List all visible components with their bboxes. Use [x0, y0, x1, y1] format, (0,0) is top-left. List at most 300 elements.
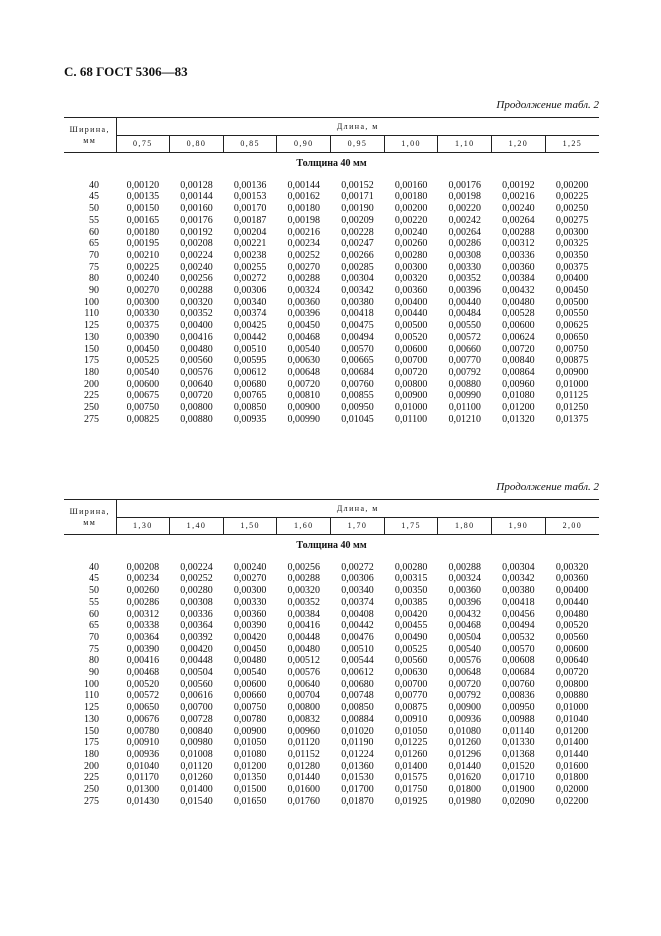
volume-cell: 0,00560 — [180, 678, 213, 690]
volume-cell: 0,01300 — [126, 784, 160, 796]
volume-cell: 0,00396 — [287, 308, 321, 320]
volume-cell: 0,01330 — [502, 737, 535, 749]
volume-cell: 0,00480 — [502, 296, 535, 308]
volume-cell: 0,00364 — [126, 631, 160, 643]
table-row — [64, 402, 599, 414]
volume-cell: 0,00640 — [180, 378, 213, 390]
volume-cell: 0,01520 — [502, 760, 535, 772]
volume-cell: 0,00480 — [233, 655, 267, 667]
volume-cell: 0,00338 — [126, 620, 160, 632]
volume-cell: 0,00525 — [394, 643, 428, 655]
volume-cell: 0,00418 — [341, 308, 374, 320]
volume-cell: 0,01125 — [556, 390, 589, 402]
volume-cell: 0,00224 — [180, 249, 213, 261]
width-cell: 225 — [84, 772, 99, 784]
volume-cell: 0,01440 — [448, 760, 482, 772]
volume-cell: 0,00270 — [126, 285, 160, 297]
volume-cell: 0,00208 — [180, 238, 213, 250]
volume-cell: 0,00238 — [233, 249, 267, 261]
volume-cell: 0,00640 — [287, 678, 321, 690]
volume-cell: 0,00484 — [448, 308, 482, 320]
volume-cell: 0,00825 — [126, 413, 160, 425]
volume-cell: 0,00396 — [448, 285, 482, 297]
table-row — [64, 655, 599, 667]
volume-cell: 0,00216 — [287, 226, 321, 238]
volume-cell: 0,00540 — [233, 667, 267, 679]
volume-cell: 0,00256 — [180, 273, 213, 285]
width-cell: 45 — [89, 573, 99, 585]
table-row — [64, 355, 599, 367]
volume-cell: 0,01400 — [555, 737, 589, 749]
volume-cell: 0,00720 — [394, 366, 428, 378]
table-row — [64, 644, 599, 656]
length-value: 1,70 — [331, 517, 385, 535]
thickness-label: Толщина 40 мм — [296, 158, 367, 169]
volume-cell: 0,00320 — [287, 585, 321, 597]
length-value: 1,75 — [384, 517, 438, 535]
volume-cell: 0,00608 — [502, 655, 535, 667]
table-row — [64, 262, 599, 274]
volume-cell: 0,00264 — [502, 214, 535, 226]
volume-cell: 0,01800 — [448, 784, 482, 796]
volume-cell: 0,00525 — [126, 355, 160, 367]
volume-cell: 0,00420 — [233, 631, 267, 643]
volume-cell: 0,00392 — [180, 631, 213, 643]
volume-cell: 0,00440 — [555, 596, 589, 608]
volume-cell: 0,00308 — [448, 249, 482, 261]
width-header — [64, 500, 116, 535]
volume-cell: 0,00352 — [287, 596, 321, 608]
table-row — [64, 772, 599, 784]
volume-cell: 0,01600 — [555, 760, 589, 772]
volume-cell: 0,00520 — [126, 678, 160, 690]
volume-cell: 0,00350 — [394, 585, 428, 597]
volume-cell: 0,00648 — [448, 667, 482, 679]
table-row — [64, 332, 599, 344]
volume-cell: 0,00468 — [448, 620, 482, 632]
width-cell: 130 — [84, 331, 99, 343]
volume-cell: 0,00494 — [341, 331, 374, 343]
volume-cell: 0,00480 — [555, 608, 589, 620]
volume-cell: 0,00910 — [394, 713, 428, 725]
width-cell: 110 — [84, 308, 99, 320]
volume-cell: 0,00576 — [448, 655, 482, 667]
table-row — [64, 390, 599, 402]
volume-cell: 0,00480 — [287, 643, 321, 655]
volume-cell: 0,00324 — [448, 573, 482, 585]
table-row — [64, 585, 599, 597]
volume-cell: 0,00600 — [555, 643, 589, 655]
volume-cell: 0,00612 — [341, 667, 374, 679]
volume-cell: 0,00209 — [341, 214, 374, 226]
length-value: 1,30 — [116, 517, 170, 535]
width-cell: 50 — [89, 203, 99, 215]
volume-cell: 0,00400 — [555, 585, 589, 597]
volume-cell: 0,01225 — [394, 737, 428, 749]
volume-cell: 0,00270 — [287, 261, 321, 273]
volume-cell: 0,00455 — [394, 620, 428, 632]
volume-cell: 0,00676 — [126, 713, 160, 725]
volume-cell: 0,01260 — [394, 748, 428, 760]
volume-cell: 0,01760 — [287, 795, 321, 807]
volume-cell: 0,00800 — [394, 378, 428, 390]
volume-cell: 0,00320 — [555, 561, 589, 573]
volume-cell: 0,00260 — [394, 238, 428, 250]
volume-cell: 0,01008 — [180, 748, 213, 760]
volume-cell: 0,00306 — [341, 573, 374, 585]
volume-cell: 0,00624 — [502, 331, 535, 343]
volume-cell: 0,01000 — [394, 402, 428, 414]
volume-cell: 0,00700 — [180, 702, 213, 714]
width-cell: 40 — [89, 179, 99, 191]
volume-cell: 0,00285 — [341, 261, 374, 273]
volume-cell: 0,00252 — [180, 573, 213, 585]
volume-cell: 0,00528 — [502, 308, 535, 320]
table-row — [64, 796, 599, 808]
volume-cell: 0,00240 — [180, 261, 213, 273]
table-row — [64, 379, 599, 391]
volume-cell: 0,01000 — [555, 378, 589, 390]
volume-cell: 0,00900 — [287, 402, 321, 414]
volume-cell: 0,00980 — [180, 737, 213, 749]
volume-cell: 0,00650 — [126, 702, 160, 714]
volume-cell: 0,00450 — [287, 320, 321, 332]
volume-cell: 0,00385 — [394, 596, 428, 608]
volume-cell: 0,01200 — [233, 760, 267, 772]
volume-cell: 0,00416 — [126, 655, 160, 667]
volume-cell: 0,00475 — [341, 320, 374, 332]
volume-cell: 0,00630 — [287, 355, 321, 367]
volume-cell: 0,00364 — [180, 620, 213, 632]
volume-cell: 0,01260 — [448, 737, 482, 749]
volume-cell: 0,01020 — [341, 725, 374, 737]
volume-cell: 0,00420 — [394, 608, 428, 620]
volume-cell: 0,00400 — [555, 273, 589, 285]
volume-cell: 0,00228 — [341, 226, 374, 238]
volume-cell: 0,00512 — [287, 655, 321, 667]
volume-cell: 0,00765 — [233, 390, 267, 402]
volume-cell: 0,00720 — [180, 390, 213, 402]
table-row — [64, 562, 599, 574]
volume-cell: 0,00325 — [555, 238, 589, 250]
volume-cell: 0,00280 — [394, 249, 428, 261]
volume-cell: 0,00504 — [180, 667, 213, 679]
width-header-label: Ширина, — [69, 125, 110, 134]
volume-cell: 0,00432 — [502, 285, 535, 297]
table-row — [64, 215, 599, 227]
volume-cell: 0,00220 — [448, 203, 482, 215]
volume-cell: 0,01500 — [233, 784, 267, 796]
table-row — [64, 714, 599, 726]
volume-cell: 0,01190 — [341, 737, 374, 749]
width-cell: 175 — [84, 737, 99, 749]
volume-cell: 0,00500 — [555, 296, 589, 308]
volume-cell: 0,00572 — [126, 690, 160, 702]
volume-cell: 0,00960 — [502, 378, 535, 390]
width-cell: 45 — [89, 191, 99, 203]
table-row — [64, 761, 599, 773]
length-header: Длина, м — [116, 500, 599, 518]
volume-cell: 0,00900 — [448, 702, 482, 714]
volume-cell: 0,00136 — [233, 179, 267, 191]
volume-cell: 0,00910 — [126, 737, 160, 749]
volume-cell: 0,00352 — [448, 273, 482, 285]
volume-cell: 0,00160 — [180, 203, 213, 215]
table-row — [64, 308, 599, 320]
length-value: 0,80 — [170, 135, 224, 153]
width-cell: 75 — [89, 261, 99, 273]
volume-cell: 0,00442 — [233, 331, 267, 343]
volume-cell: 0,00600 — [394, 343, 428, 355]
volume-cell: 0,01600 — [287, 784, 321, 796]
volume-cell: 0,00650 — [555, 331, 589, 343]
volume-cell: 0,00360 — [502, 261, 535, 273]
volume-cell: 0,00304 — [502, 561, 535, 573]
volume-cell: 0,00780 — [233, 713, 267, 725]
volume-cell: 0,01750 — [394, 784, 428, 796]
width-cell: 150 — [84, 343, 99, 355]
width-cell: 55 — [89, 214, 99, 226]
volume-cell: 0,00240 — [126, 273, 160, 285]
volume-cell: 0,00198 — [287, 214, 321, 226]
volume-cell: 0,00900 — [394, 390, 428, 402]
length-value: 1,50 — [223, 517, 277, 535]
volume-cell: 0,02000 — [555, 784, 589, 796]
volume-cell: 0,00240 — [502, 203, 535, 215]
volume-cell: 0,00152 — [341, 179, 374, 191]
volume-cell: 0,00416 — [287, 620, 321, 632]
volume-cell: 0,01080 — [502, 390, 535, 402]
volume-cell: 0,00390 — [126, 643, 160, 655]
table-row — [64, 191, 599, 203]
volume-cell: 0,00800 — [287, 702, 321, 714]
volume-cell: 0,00288 — [502, 226, 535, 238]
table-row — [64, 344, 599, 356]
table-row — [64, 690, 599, 702]
volume-cell: 0,00225 — [555, 191, 589, 203]
volume-cell: 0,01296 — [448, 748, 482, 760]
table-row — [64, 667, 599, 679]
table-row — [64, 620, 599, 632]
volume-cell: 0,00720 — [448, 678, 482, 690]
width-cell: 60 — [89, 608, 99, 620]
volume-cell: 0,00200 — [555, 179, 589, 191]
volume-cell: 0,00750 — [555, 343, 589, 355]
volume-cell: 0,00660 — [233, 690, 267, 702]
table-row — [64, 238, 599, 250]
volume-cell: 0,00728 — [180, 713, 213, 725]
length-value: 1,40 — [170, 517, 224, 535]
volume-cell: 0,00576 — [180, 366, 213, 378]
table-row — [64, 414, 599, 426]
volume-cell: 0,00187 — [233, 214, 267, 226]
volume-cell: 0,00494 — [502, 620, 535, 632]
volume-cell: 0,00210 — [126, 249, 160, 261]
volume-cell: 0,01430 — [126, 795, 160, 807]
width-cell: 70 — [89, 631, 99, 643]
volume-cell: 0,00500 — [394, 320, 428, 332]
volume-cell: 0,00220 — [394, 214, 428, 226]
volume-cell: 0,00170 — [233, 203, 267, 215]
volume-cell: 0,00850 — [233, 402, 267, 414]
length-value: 1,90 — [492, 517, 546, 535]
volume-cell: 0,00250 — [555, 203, 589, 215]
table-row — [64, 679, 599, 691]
volume-cell: 0,01650 — [233, 795, 267, 807]
volume-cell: 0,01260 — [180, 772, 213, 784]
volume-cell: 0,00792 — [448, 690, 482, 702]
volume-cell: 0,00320 — [394, 273, 428, 285]
volume-table — [64, 499, 599, 807]
volume-cell: 0,00165 — [126, 214, 160, 226]
volume-cell: 0,00570 — [502, 643, 535, 655]
volume-cell: 0,00180 — [287, 203, 321, 215]
volume-cell: 0,00160 — [394, 179, 428, 191]
volume-cell: 0,00128 — [180, 179, 213, 191]
volume-cell: 0,00750 — [126, 402, 160, 414]
volume-cell: 0,00198 — [448, 191, 482, 203]
volume-cell: 0,00240 — [233, 561, 267, 573]
width-cell: 275 — [84, 795, 99, 807]
volume-cell: 0,00242 — [448, 214, 482, 226]
width-cell: 125 — [84, 320, 99, 332]
volume-cell: 0,00360 — [394, 285, 428, 297]
volume-cell: 0,00176 — [180, 214, 213, 226]
table-row — [64, 784, 599, 796]
table-row — [64, 250, 599, 262]
volume-cell: 0,00504 — [448, 631, 482, 643]
volume-cell: 0,00936 — [126, 748, 160, 760]
volume-cell: 0,00300 — [126, 296, 160, 308]
volume-cell: 0,01530 — [341, 772, 374, 784]
volume-cell: 0,01080 — [233, 748, 267, 760]
volume-cell: 0,00448 — [180, 655, 213, 667]
volume-cell: 0,02200 — [555, 795, 589, 807]
volume-cell: 0,01040 — [555, 713, 589, 725]
table-row — [64, 726, 599, 738]
width-cell: 80 — [89, 273, 99, 285]
volume-cell: 0,00144 — [287, 179, 321, 191]
volume-cell: 0,00450 — [126, 343, 160, 355]
width-cell: 180 — [84, 748, 99, 760]
volume-cell: 0,00855 — [341, 390, 374, 402]
volume-cell: 0,00510 — [341, 643, 374, 655]
volume-cell: 0,00660 — [448, 343, 482, 355]
volume-cell: 0,00352 — [180, 308, 213, 320]
length-value: 1,60 — [277, 517, 331, 535]
volume-cell: 0,01400 — [394, 760, 428, 772]
volume-cell: 0,00312 — [126, 608, 160, 620]
volume-cell: 0,00960 — [287, 725, 321, 737]
volume-cell: 0,00900 — [555, 366, 589, 378]
volume-cell: 0,00200 — [394, 203, 428, 215]
width-cell: 65 — [89, 620, 99, 632]
volume-cell: 0,00342 — [502, 573, 535, 585]
volume-cell: 0,01170 — [126, 772, 159, 784]
volume-cell: 0,00288 — [287, 573, 321, 585]
volume-cell: 0,00850 — [341, 702, 374, 714]
width-cell: 90 — [89, 285, 99, 297]
volume-cell: 0,01250 — [555, 402, 589, 414]
volume-cell: 0,01280 — [287, 760, 321, 772]
volume-cell: 0,00420 — [180, 643, 213, 655]
volume-cell: 0,00544 — [341, 655, 374, 667]
width-cell: 100 — [84, 296, 99, 308]
volume-cell: 0,00810 — [287, 390, 321, 402]
volume-cell: 0,01400 — [180, 784, 213, 796]
volume-cell: 0,00425 — [233, 320, 267, 332]
volume-cell: 0,01320 — [502, 413, 535, 425]
length-value: 1,10 — [438, 135, 492, 153]
table-row — [64, 737, 599, 749]
volume-cell: 0,00480 — [180, 343, 213, 355]
volume-cell: 0,02090 — [502, 795, 535, 807]
width-cell: 100 — [84, 678, 99, 690]
volume-cell: 0,01710 — [502, 772, 535, 784]
volume-cell: 0,00190 — [341, 203, 374, 215]
volume-cell: 0,00630 — [394, 667, 428, 679]
volume-cell: 0,00760 — [502, 678, 535, 690]
volume-cell: 0,00255 — [233, 261, 267, 273]
width-header-label: Ширина, — [69, 507, 110, 516]
volume-table — [64, 117, 599, 425]
volume-cell: 0,00648 — [287, 366, 321, 378]
volume-cell: 0,00360 — [287, 296, 321, 308]
width-cell: 90 — [89, 667, 99, 679]
table-row — [64, 297, 599, 309]
width-cell: 110 — [84, 690, 99, 702]
volume-cell: 0,00176 — [448, 179, 482, 191]
volume-cell: 0,00360 — [233, 608, 267, 620]
volume-cell: 0,00225 — [126, 261, 160, 273]
volume-cell: 0,00616 — [180, 690, 213, 702]
volume-cell: 0,01540 — [180, 795, 213, 807]
volume-cell: 0,00432 — [448, 608, 482, 620]
volume-cell: 0,00416 — [180, 331, 213, 343]
volume-cell: 0,00162 — [287, 191, 321, 203]
volume-cell: 0,00380 — [502, 585, 535, 597]
volume-cell: 0,01360 — [341, 760, 374, 772]
volume-cell: 0,01080 — [448, 725, 482, 737]
width-cell: 40 — [89, 561, 99, 573]
volume-cell: 0,00684 — [502, 667, 535, 679]
volume-cell: 0,00595 — [233, 355, 267, 367]
volume-cell: 0,00195 — [126, 238, 160, 250]
volume-cell: 0,00440 — [394, 308, 428, 320]
volume-cell: 0,01000 — [555, 702, 589, 714]
volume-cell: 0,00247 — [341, 238, 374, 250]
volume-cell: 0,00875 — [394, 702, 428, 714]
volume-cell: 0,00450 — [233, 643, 267, 655]
volume-cell: 0,00256 — [287, 561, 321, 573]
volume-cell: 0,00260 — [126, 585, 160, 597]
volume-cell: 0,00330 — [233, 596, 267, 608]
volume-cell: 0,00360 — [448, 585, 482, 597]
volume-cell: 0,00665 — [341, 355, 374, 367]
table-row — [64, 573, 599, 585]
width-cell: 200 — [84, 378, 99, 390]
volume-cell: 0,00625 — [555, 320, 589, 332]
volume-cell: 0,00884 — [341, 713, 374, 725]
volume-cell: 0,01350 — [233, 772, 267, 784]
volume-cell: 0,00275 — [555, 214, 589, 226]
volume-cell: 0,00144 — [180, 191, 213, 203]
volume-cell: 0,00300 — [555, 226, 589, 238]
volume-cell: 0,00880 — [555, 690, 589, 702]
volume-cell: 0,00180 — [394, 191, 428, 203]
volume-cell: 0,00264 — [448, 226, 482, 238]
volume-cell: 0,00171 — [341, 191, 374, 203]
